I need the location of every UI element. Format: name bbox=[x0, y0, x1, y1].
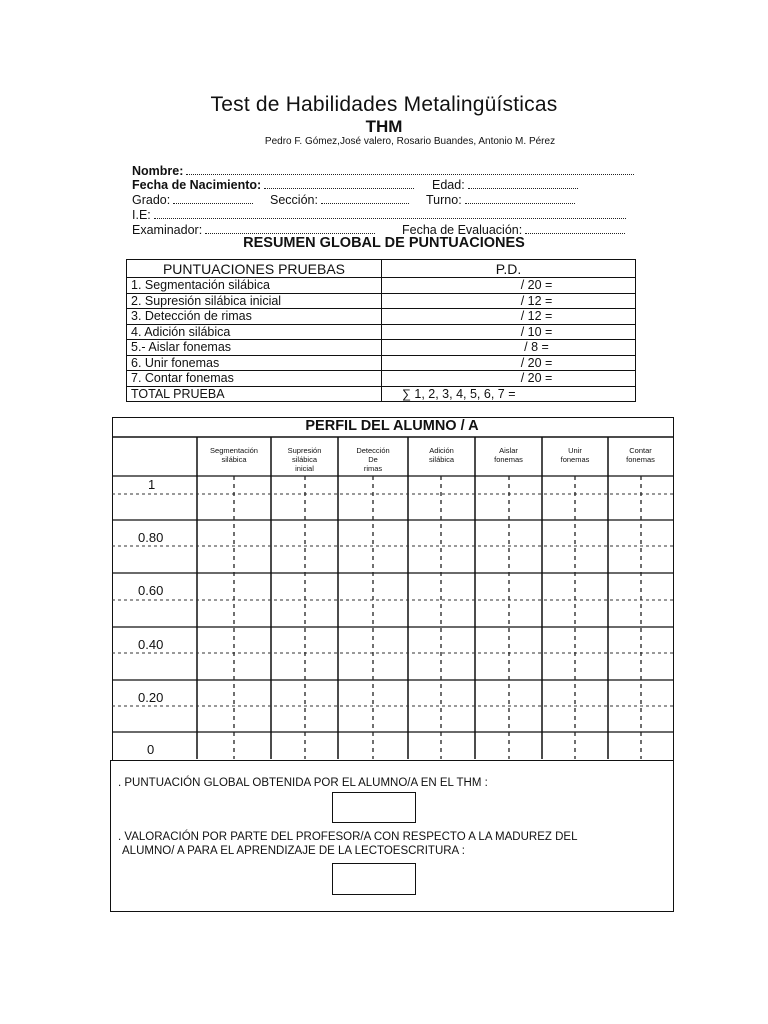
summary-test-name: 6. Unir fonemas bbox=[127, 355, 382, 371]
global-score-label: . PUNTUACIÓN GLOBAL OBTENIDA POR EL ALUMNO/A EN EL THM : bbox=[118, 777, 488, 789]
document-title: Test de Habilidades Metalingüísticas bbox=[210, 93, 558, 116]
summary-test-name: 1. Segmentación silábica bbox=[127, 278, 382, 294]
summary-test-name: 5.- Aislar fonemas bbox=[127, 340, 382, 356]
summary-test-score[interactable]: / 12 = bbox=[382, 293, 636, 309]
summary-total-label: TOTAL PRUEBA bbox=[127, 386, 382, 402]
profile-title: PERFIL DEL ALUMNO / A bbox=[305, 418, 479, 434]
summary-test-score[interactable]: / 8 = bbox=[382, 340, 636, 356]
summary-test-score[interactable]: / 20 = bbox=[382, 371, 636, 387]
valoracion-label-line1: . VALORACIÓN POR PARTE DEL PROFESOR/A CON RESPECTO A LA MADUREZ DEL bbox=[118, 831, 578, 843]
profile-col-unir: Unir fonemas bbox=[560, 446, 590, 464]
field-nombre-label: Nombre: bbox=[132, 164, 184, 178]
profile-col-aislar: Aislar fonemas bbox=[494, 446, 523, 464]
summary-header-pd: P.D. bbox=[382, 260, 636, 278]
field-examinador-label: Examinador: bbox=[132, 223, 203, 237]
profile-col-adicion: Adición silábica bbox=[428, 446, 454, 464]
field-edad-label: Edad: bbox=[432, 178, 465, 192]
profile-y-label: 0.20 bbox=[138, 690, 164, 705]
summary-header-tests: PUNTUACIONES PRUEBAS bbox=[127, 260, 382, 278]
valoracion-label-line2: ALUMNO/ A PARA EL APRENDIZAJE DE LA LECTOESCRITURA : bbox=[122, 845, 465, 857]
summary-test-name: 7. Contar fonemas bbox=[127, 371, 382, 387]
profile-col-supresion: Supresión silábica inicial bbox=[287, 446, 322, 473]
profile-y-label: 1 bbox=[148, 477, 156, 492]
field-grado-label: Grado: bbox=[132, 193, 171, 207]
summary-title: RESUMEN GLOBAL DE PUNTUACIONES bbox=[243, 235, 525, 251]
profile-y-label: 0.60 bbox=[138, 583, 164, 598]
authors: Pedro F. Gómez,José valero, Rosario Buandes, Antonio M. Pérez bbox=[264, 136, 556, 147]
profile-y-label: 0 bbox=[147, 742, 155, 757]
field-ie-label: I.E: bbox=[132, 208, 151, 222]
summary-test-score[interactable]: / 12 = bbox=[382, 309, 636, 325]
profile-col-contar: Contar fonemas bbox=[626, 446, 655, 464]
field-fecha-evaluacion-label: Fecha de Evaluación: bbox=[402, 223, 523, 237]
field-seccion-label: Sección: bbox=[270, 193, 318, 207]
field-turno-label: Turno: bbox=[426, 193, 462, 207]
profile-y-label: 0.80 bbox=[138, 530, 164, 545]
profile-col-segmentacion: Segmentación silábica bbox=[210, 446, 258, 464]
summary-test-name: 3. Detección de rimas bbox=[127, 309, 382, 325]
summary-test-name: 4. Adición silábica bbox=[127, 324, 382, 340]
profile-y-label: 0.40 bbox=[138, 637, 164, 652]
global-score-input[interactable] bbox=[332, 792, 416, 823]
profile-col-deteccion: Detección De rimas bbox=[356, 446, 390, 473]
document-subtitle: THM bbox=[365, 117, 403, 136]
summary-test-score[interactable]: / 10 = bbox=[382, 324, 636, 340]
summary-test-name: 2. Supresión silábica inicial bbox=[127, 293, 382, 309]
summary-test-score[interactable]: / 20 = bbox=[382, 355, 636, 371]
field-fecha-nacimiento-label: Fecha de Nacimiento: bbox=[132, 178, 262, 192]
valoracion-input[interactable] bbox=[332, 863, 416, 895]
summary-total-formula[interactable]: ∑ 1, 2, 3, 4, 5, 6, 7 = bbox=[382, 386, 636, 402]
summary-test-score[interactable]: / 20 = bbox=[382, 278, 636, 294]
